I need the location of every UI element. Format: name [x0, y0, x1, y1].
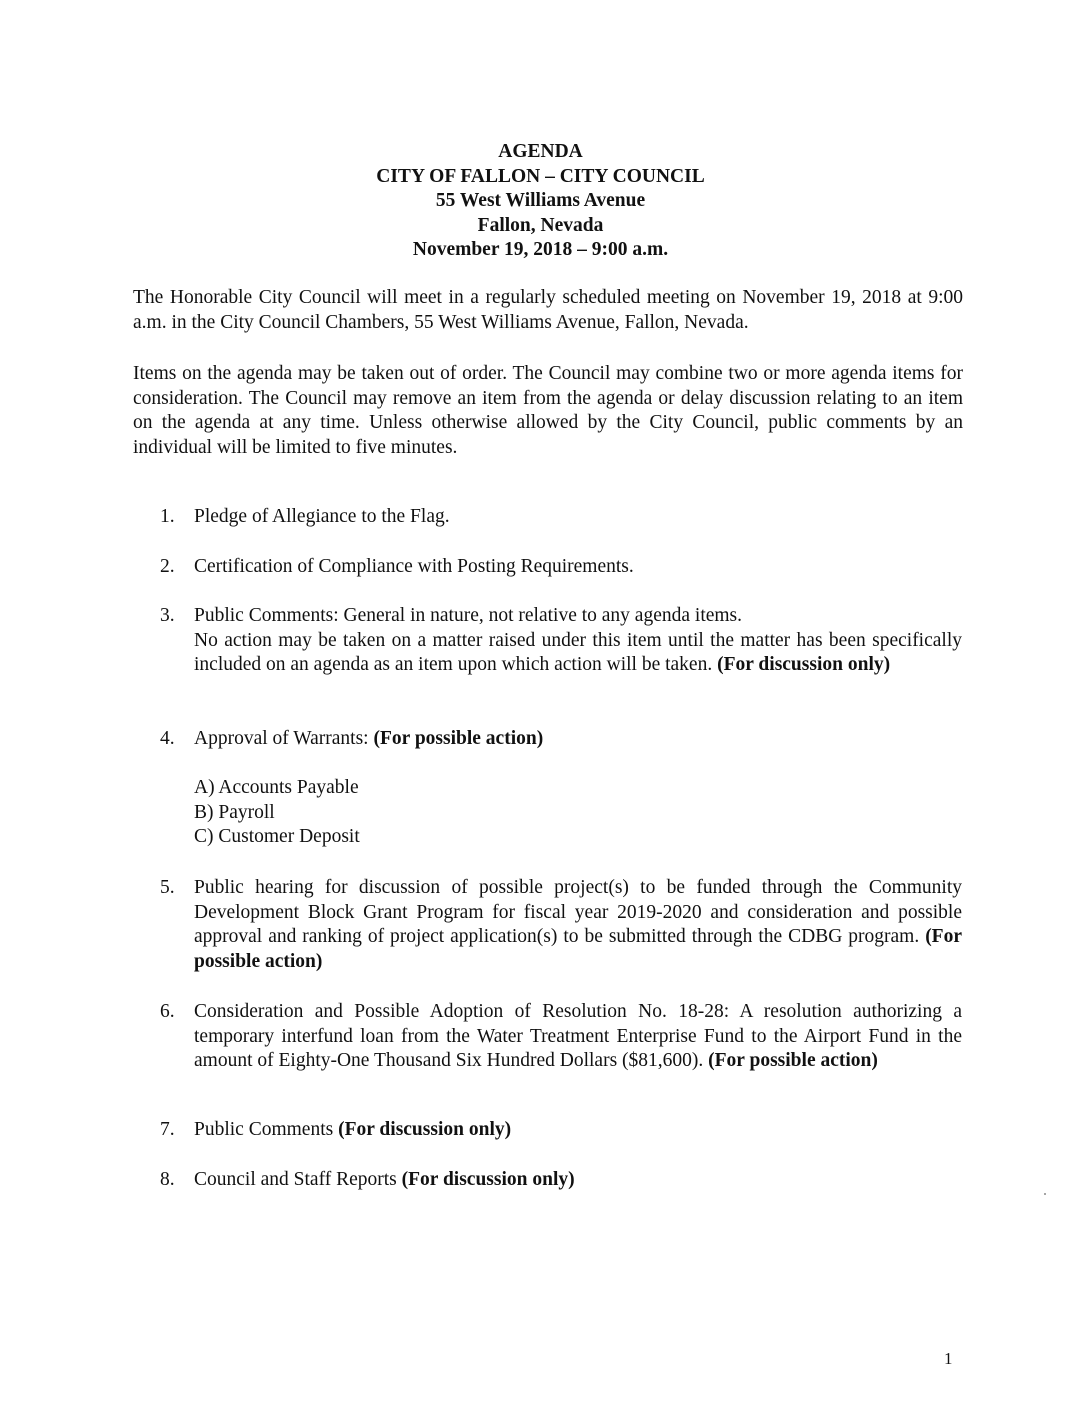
agenda-item-2: [160, 555, 962, 580]
agenda-item-5: [160, 876, 962, 974]
subitem-customer-deposit: C) Customer Deposit: [194, 826, 360, 847]
item-text: No action may be taken on a matter raised under this item until the matter has been specifically included on an agenda as an item upon which action will be taken.: [194, 629, 962, 675]
item-number: 4.: [160, 728, 175, 749]
agenda-item-8: [160, 1168, 962, 1193]
item-text: Approval of Warrants:: [194, 728, 369, 749]
item-text: Pledge of Allegiance to the Flag.: [194, 506, 450, 527]
item-number: 2.: [160, 556, 175, 577]
item-heading: Public Comments: General in nature, not relative to any agenda items.: [194, 605, 743, 626]
item-number: 8.: [160, 1169, 175, 1190]
item-text: Public Comments: [194, 1119, 334, 1140]
item-number: 6.: [160, 1001, 175, 1022]
subitem-payroll: B) Payroll: [194, 801, 275, 823]
meeting-datetime: November 19, 2018 – 9:00 a.m.: [412, 239, 669, 260]
agenda-title: AGENDA: [498, 141, 583, 162]
item-action-tag: (For discussion only): [717, 654, 891, 675]
item-number: 5.: [160, 877, 175, 898]
intro-paragraph-meeting: The Honorable City Council will meet in a regularly scheduled meeting on November 19, 2018 at 9:00 a.m. in the City Council Chambers, 55 West Williams Avenue, Fallon, Nevada.: [133, 287, 963, 333]
agenda-item-3: [160, 604, 962, 678]
council-name: CITY OF FALLON – CITY COUNCIL: [376, 165, 705, 187]
agenda-header: [0, 140, 1081, 263]
scan-speck: [1044, 1193, 1046, 1195]
agenda-item-6: [160, 1000, 962, 1074]
agenda-item-4: [160, 727, 962, 752]
item-number: 7.: [160, 1119, 175, 1140]
item-number: 1.: [160, 506, 175, 527]
warrant-subitems: [160, 776, 962, 850]
subitem-accounts-payable: A) Accounts Payable: [194, 777, 359, 798]
item-action-tag: (For possible action): [373, 728, 544, 749]
item-text: Public hearing for discussion of possible project(s) to be funded through the Community Development Block Grant Program for fiscal year 2019-2020 and consideration and possible approval and ranking of project application(s) to be submitted through the CDBG program.: [194, 877, 962, 947]
page-number: 1: [944, 1349, 953, 1368]
item-action-tag: (For possible action): [194, 926, 962, 972]
item-action-tag: (For possible action): [708, 1050, 878, 1071]
item-text: Consideration and Possible Adoption of Resolution No. 18-28: A resolution authorizing a temporary interfund loan from the Water Treatment Enterprise Fund to the Airport Fund in the amount of Eighty-One Thousand Six Hundred Dollars ($81,600).: [194, 1001, 962, 1071]
meeting-address: 55 West Williams Avenue: [435, 190, 646, 211]
agenda-item-1: [160, 505, 962, 530]
item-action-tag: (For discussion only): [338, 1119, 512, 1140]
item-text: Certification of Compliance with Posting Requirements.: [194, 556, 634, 577]
agenda-item-7: [160, 1118, 962, 1143]
meeting-city: Fallon, Nevada: [477, 214, 604, 236]
item-text: Council and Staff Reports: [194, 1169, 397, 1190]
item-action-tag: (For discussion only): [401, 1169, 575, 1190]
item-number: 3.: [160, 605, 175, 626]
intro-paragraph-rules: Items on the agenda may be taken out of order. The Council may combine two or more agenda items for consideration. The Council may remove an item from the agenda or delay discussion relating to an item on the agenda at any time. Unless otherwise allowed by the City Council, public comments by an individual will be limited to five minutes.: [133, 363, 963, 458]
